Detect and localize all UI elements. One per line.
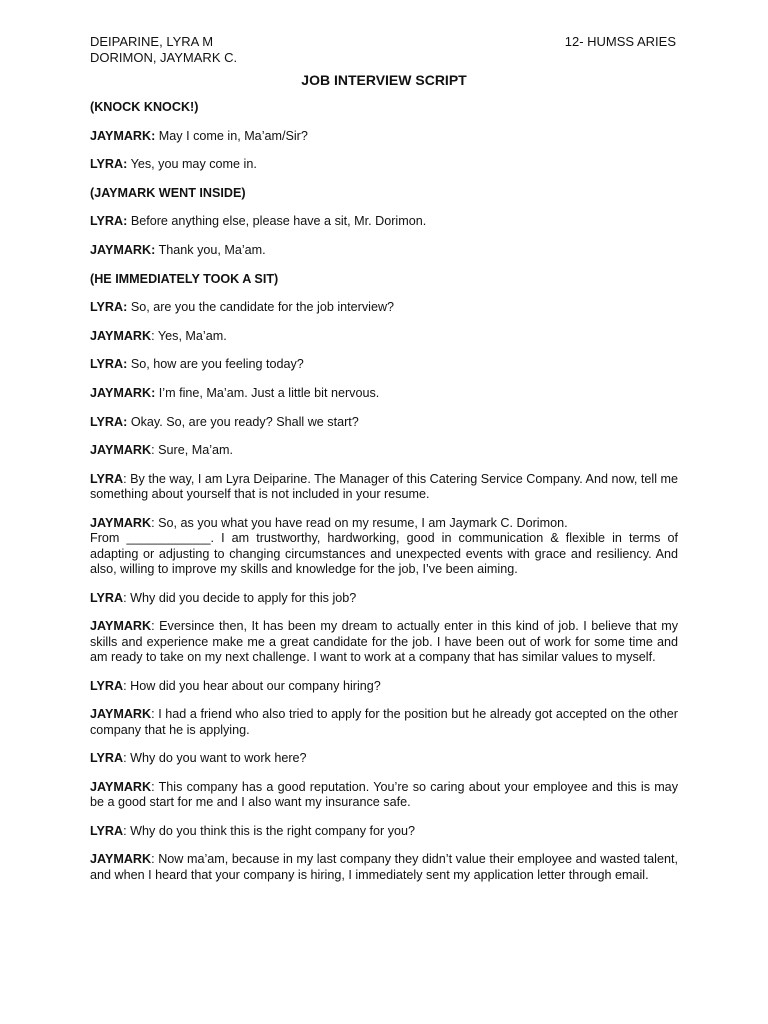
dialogue-line [90, 386, 678, 401]
dialogue-line [90, 516, 678, 578]
dialogue-line [90, 472, 678, 503]
dialogue-line [90, 679, 678, 694]
dialogue-text: Thank you, Ma’am. [155, 242, 266, 257]
speaker-name: JAYMARK [90, 619, 152, 634]
speaker-name: JAYMARK [90, 515, 152, 530]
stage-direction: (KNOCK KNOCK!) [90, 100, 199, 114]
student-name-1: DEIPARINE, LYRA M [90, 34, 214, 49]
document-header [90, 34, 678, 66]
dialogue-line [90, 129, 678, 144]
dialogue-text: Yes, you may come in. [127, 157, 257, 172]
dialogue-line [90, 300, 678, 315]
dialogue-text: : Why do you want to work here? [123, 751, 307, 766]
section-label: 12- HUMSS ARIES [564, 34, 676, 49]
dialogue-text: : I had a friend who also tried to apply for the position but he already got accepted on the other company that he is applying. [90, 707, 678, 737]
speaker-name: LYRA: [90, 414, 128, 429]
speaker-name: LYRA: [90, 300, 128, 315]
dialogue-text: So, how are you feeling today? [127, 357, 304, 372]
stage-direction: (HE IMMEDIATELY TOOK A SIT) [90, 271, 279, 286]
dialogue-text: : This company has a good reputation. You’re so caring about your employee and this is may be a good start for me and I also want my insurance safe. [90, 779, 678, 810]
speaker-name: LYRA [90, 590, 124, 605]
speaker-name: JAYMARK: [90, 128, 156, 143]
dialogue-text: : Why did you decide to apply for this job? [123, 590, 357, 605]
dialogue-text: : By the way, I am Lyra Deiparine. The Manager of this Catering Service Company. And now, tell me something about yourself that is not included in your resume. [90, 471, 678, 502]
speaker-name: JAYMARK [90, 443, 152, 458]
dialogue-line [90, 357, 678, 372]
script-body [90, 100, 678, 883]
dialogue-text: : How did you hear about our company hiring? [123, 678, 381, 693]
dialogue-line [90, 619, 678, 665]
speaker-name: LYRA [90, 823, 124, 838]
speaker-name: LYRA [90, 471, 124, 486]
student-name-2: DORIMON, JAYMARK C. [90, 50, 238, 65]
dialogue-text: : Sure, Ma’am. [151, 443, 234, 458]
page-title: JOB INTERVIEW SCRIPT [301, 72, 467, 88]
student-names [90, 34, 237, 66]
speaker-name: LYRA: [90, 357, 128, 372]
stage-direction: (JAYMARK WENT INSIDE) [90, 185, 246, 200]
dialogue-line [90, 329, 678, 344]
dialogue-text: : So, as you what you have read on my resume, I am Jaymark C. Dorimon. [151, 515, 568, 530]
dialogue-line [90, 751, 678, 766]
speaker-name: JAYMARK [90, 779, 152, 794]
dialogue-text: Before anything else, please have a sit, Mr. Dorimon. [127, 214, 427, 229]
dialogue-text: : Why do you think this is the right company for you? [123, 823, 416, 838]
dialogue-line [90, 214, 678, 229]
speaker-name: LYRA [90, 751, 124, 766]
dialogue-line [90, 443, 678, 458]
dialogue-line [90, 157, 678, 172]
speaker-name: JAYMARK [90, 707, 152, 722]
speaker-name: JAYMARK [90, 328, 152, 343]
dialogue-text: Okay. So, are you ready? Shall we start? [127, 414, 359, 429]
dialogue-text: : Yes, Ma’am. [151, 328, 227, 343]
dialogue-line [90, 780, 678, 811]
dialogue-text: May I come in, Ma’am/Sir? [155, 128, 308, 143]
dialogue-text-continued: From ____________. I am trustworthy, hardworking, good in communication & flexible in terms of adapting or adjusting to changing circumstances and unexpected events with grace and resiliency. And also, willing to improve my skills and knowledge for the job, I’ve been aiming. [90, 531, 678, 576]
speaker-name: JAYMARK: [90, 242, 156, 257]
speaker-name: JAYMARK: [90, 385, 156, 400]
dialogue-text: : Now ma’am, because in my last company they didn’t value their employee and wasted talent, and when I heard that your company is hiring, I immediately sent my application letter through email. [90, 852, 678, 882]
speaker-name: LYRA [90, 678, 124, 693]
dialogue-line [90, 415, 678, 430]
dialogue-line [90, 852, 678, 883]
speaker-name: LYRA: [90, 214, 128, 229]
speaker-name: LYRA: [90, 157, 128, 172]
dialogue-line [90, 243, 678, 258]
dialogue-line [90, 824, 678, 839]
speaker-name: JAYMARK [90, 852, 152, 867]
dialogue-line [90, 591, 678, 606]
dialogue-line [90, 707, 678, 738]
dialogue-text: So, are you the candidate for the job interview? [127, 300, 395, 315]
dialogue-text: : Eversince then, It has been my dream to actually enter in this kind of job. I believe that my skills and experience make me a great candidate for the job. I have been out of work for some time and am ready to take on my next challenge. I want to work at a company that has similar values to myself. [90, 619, 678, 664]
dialogue-text: I’m fine, Ma’am. Just a little bit nervous. [155, 385, 380, 400]
